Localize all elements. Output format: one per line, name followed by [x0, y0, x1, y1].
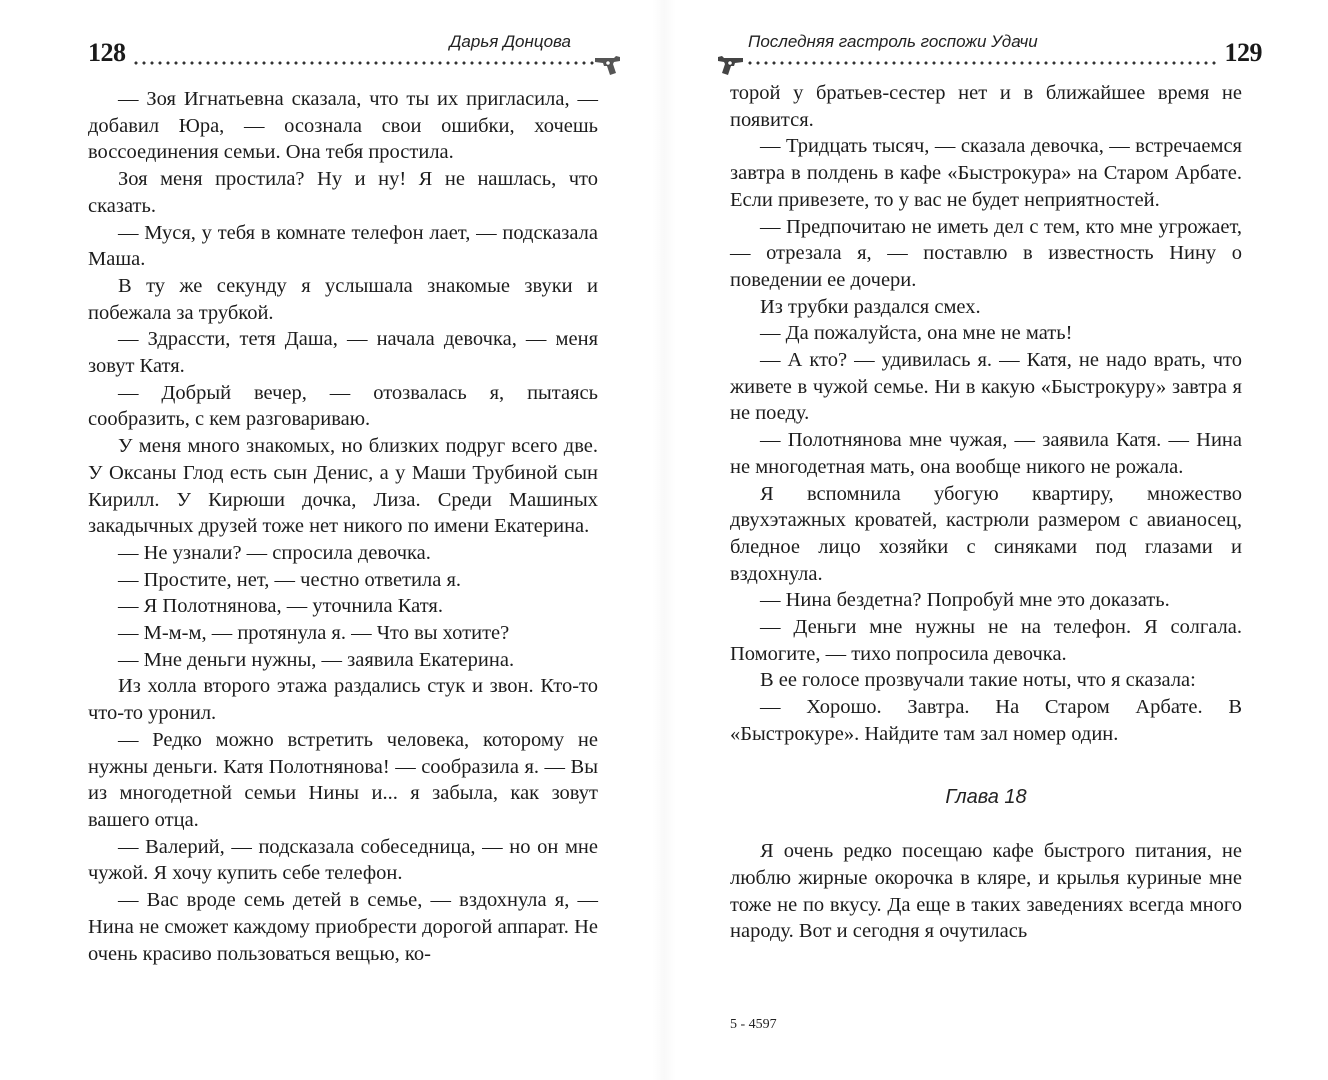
paragraph: — Мне деньги нужны, — заявила Екатерина.	[118, 648, 515, 671]
paragraph: торой у братьев-сестер нет и в ближайшее время не появится.	[730, 82, 1242, 131]
paragraph: — Зоя Игнатьевна сказала, что ты их пригласила, — добавил Юра, — осознала свои ошибки, хочешь воссоединения семьи. Она тебя простила.	[88, 88, 598, 164]
paragraph: — Муся, у тебя в комнате телефон лает, — подсказала Маша.	[88, 221, 598, 271]
revolver-icon	[714, 54, 744, 76]
right-page-header	[708, 30, 1262, 80]
paragraph: — Здрасcти, тетя Даша, — начала девочка, — меня зовут Катя.	[88, 328, 598, 378]
paragraph: — Хорошо. Завтра. На Старом Арбате. В «Быстрокуре». Найдите там зал номер один.	[730, 696, 1242, 745]
paragraph: — Предпочитаю не иметь дел с тем, кто мне угрожает, — отрезала я, — поставлю в известность Нину о поведении ее дочери.	[730, 215, 1242, 291]
paragraph: — Да пожалуйста, она мне не мать!	[760, 322, 1073, 345]
paragraph: Из трубки раздался смех.	[760, 295, 981, 318]
left-page-header	[88, 30, 616, 80]
dotted-rule	[746, 60, 1220, 66]
paragraph: — Добрый вечер, — отозвалась я, пытаясь сообразить, с кем разговариваю.	[88, 381, 598, 431]
paragraph: Зоя меня простила? Ну и ну! Я не нашлась, что сказать.	[88, 168, 598, 217]
left-page-body	[88, 86, 598, 967]
paragraph: — Я Полотнянова, — уточнила Катя.	[118, 595, 443, 618]
right-page	[664, 0, 1328, 1080]
dotted-rule	[132, 60, 594, 66]
paragraph: — Деньги мне нужны не на телефон. Я солгала. Помогите, — тихо попросила девочка.	[730, 616, 1242, 665]
paragraph: — Полотнянова мне чужая, — заявила Катя. — Нина не многодетная мать, она вообще никого не рожала.	[730, 429, 1242, 478]
running-head-title: Последняя гастроль госпожи Удачи	[748, 32, 1038, 51]
paragraph: — Валерий, — подсказала собеседница, — но он мне чужой. Я хочу купить себе телефон.	[88, 835, 598, 885]
paragraph: В ту же секунду я услышала знакомые звуки и побежала за трубкой.	[88, 274, 598, 324]
revolver-icon	[594, 54, 624, 76]
paragraph: Я вспомнила убогую квартиру, множество двухэтажных кроватей, кастрюли размером с авианосец, бледное лицо хозяйки с синяками под глазами и вздохнула.	[730, 482, 1242, 585]
paragraph: — Простите, нет, — честно ответила я.	[118, 568, 461, 591]
page-number: 128	[88, 38, 126, 67]
paragraph: — А кто? — удивилась я. — Катя, не надо врать, что живете в чужой семье. Ни в какую «Быстрокуру» завтра я не поеду.	[730, 349, 1242, 425]
running-head-author: Дарья Донцова	[449, 32, 571, 51]
paragraph: — Вас вроде семь детей в семье, — вздохнула я, — Нина не сможет каждому приобрести дорогой аппарат. Не очень красиво пользоваться вещью, ко-	[88, 889, 598, 965]
paragraph: Из холла второго этажа раздались стук и звон. Кто-то что-то уронил.	[88, 675, 598, 725]
paragraph: — М-м-м, — протянула я. — Что вы хотите?	[118, 622, 510, 645]
paragraph: — Не узнали? — спросила девочка.	[118, 541, 431, 564]
paragraph: — Нина бездетна? Попробуй мне это доказать.	[760, 589, 1170, 612]
right-page-body	[730, 80, 1242, 945]
page-number: 129	[1224, 38, 1262, 67]
chapter-heading: Глава 18	[945, 785, 1027, 808]
paragraph: Я очень редко посещаю кафе быстрого питания, не люблю жирные окорочка в кляре, и крылья куриные мне тоже не по вкусу. Да еще в таких заведениях всегда много народу. Вот и сегодня я очутилась	[730, 840, 1242, 943]
paragraph: — Тридцать тысяч, — сказала девочка, — встречаемся завтра в полдень в кафе «Быстрокура» на Старом Арбате. Если привезете, то у вас не будет неприятностей.	[730, 135, 1242, 211]
printer-signature-mark: 5 - 4597	[730, 1017, 777, 1032]
paragraph: У меня много знакомых, но близких подруг всего две. У Оксаны Глод есть сын Денис, а у Маши Трубиной сын Кирилл. У Кирюши дочка, Лиза. Среди Машиных закадычных друзей тоже нет никого по имени Екатерина.	[88, 435, 598, 538]
paragraph: — Редко можно встретить человека, которому не нужны деньги. Катя Полотнянова! — сообразила я. — Вы из многодетной семьи Нины и... я забыла, как зовут вашего отца.	[88, 728, 598, 831]
paragraph: В ее голосе прозвучали такие ноты, что я сказала:	[760, 669, 1196, 692]
